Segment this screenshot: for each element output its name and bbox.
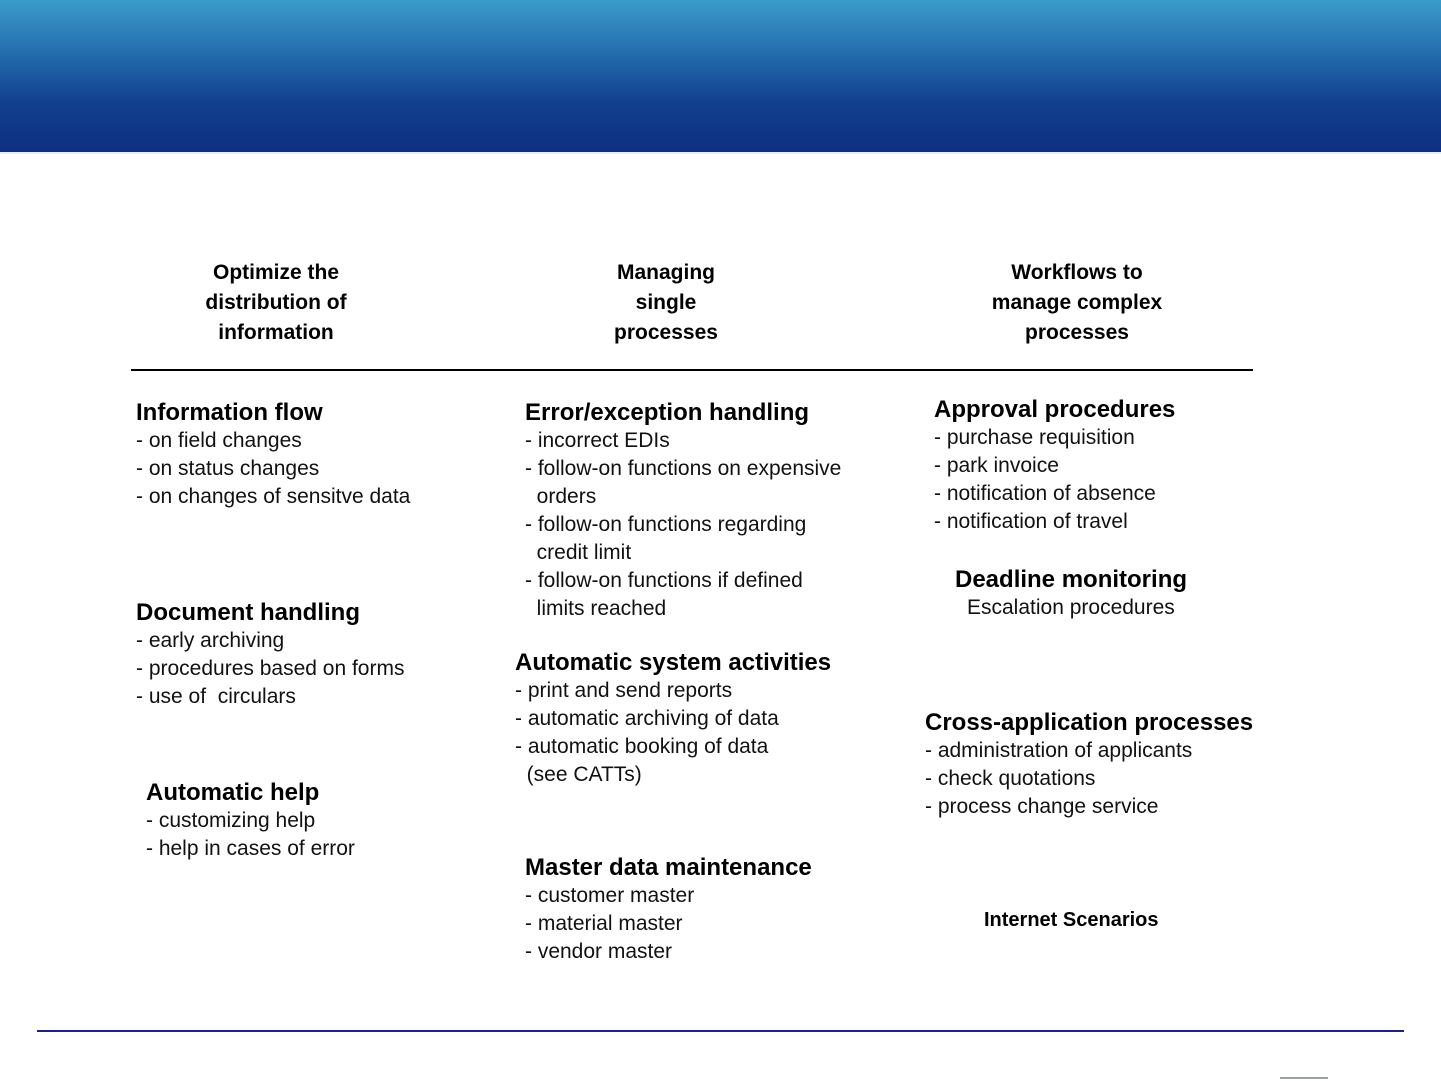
list-item: - automatic booking of data bbox=[515, 735, 769, 758]
section-approval-procedures bbox=[934, 395, 1175, 536]
section-title: Deadline monitoring bbox=[955, 566, 1188, 593]
list-item: - help in cases of error bbox=[146, 837, 355, 860]
banner-edge bbox=[0, 152, 1441, 154]
list-item: - on changes of sensitve data bbox=[136, 485, 411, 508]
list-item: - purchase requisition bbox=[934, 426, 1135, 449]
list-item: - administration of applicants bbox=[925, 739, 1193, 762]
section-title: Document handling bbox=[136, 599, 360, 626]
section-title: Automatic system activities bbox=[515, 649, 832, 676]
column-header-single-processes: Managing single processes bbox=[614, 261, 718, 344]
section-title: Master data maintenance bbox=[525, 854, 812, 881]
footer-mark bbox=[1280, 1077, 1328, 1079]
section-automatic-help bbox=[146, 778, 355, 863]
header-banner bbox=[0, 0, 1441, 152]
list-item: - notification of absence bbox=[934, 482, 1156, 505]
column-header-distribution: Optimize the distribution of information bbox=[205, 261, 347, 344]
list-item: Escalation procedures bbox=[967, 596, 1175, 619]
section-error-handling bbox=[525, 398, 841, 623]
list-item: - customer master bbox=[525, 884, 695, 907]
list-item: - use of circulars bbox=[136, 685, 296, 708]
header-divider bbox=[131, 369, 1253, 371]
list-item: - material master bbox=[525, 912, 683, 935]
list-item: (see CATTs) bbox=[515, 763, 642, 786]
list-item: - park invoice bbox=[934, 454, 1059, 477]
section-title: Information flow bbox=[136, 399, 323, 426]
list-item: - early archiving bbox=[136, 629, 285, 652]
section-title: Automatic help bbox=[146, 779, 320, 806]
section-cross-application-processes bbox=[925, 708, 1253, 821]
list-item: - process change service bbox=[925, 795, 1159, 818]
section-title: Error/exception handling bbox=[525, 399, 810, 426]
list-item: - notification of travel bbox=[934, 510, 1128, 533]
list-item: - on field changes bbox=[136, 429, 302, 452]
section-document-handling bbox=[136, 598, 404, 711]
section-deadline-monitoring bbox=[955, 565, 1187, 622]
list-item: - print and send reports bbox=[515, 679, 733, 702]
list-item: - follow-on functions regarding bbox=[525, 513, 807, 536]
list-item: credit limit bbox=[525, 541, 632, 564]
list-item: orders bbox=[525, 485, 597, 508]
list-item: limits reached bbox=[525, 597, 667, 620]
list-item: - procedures based on forms bbox=[136, 657, 405, 680]
section-automatic-system-activities bbox=[515, 648, 831, 789]
list-item: - customizing help bbox=[146, 809, 316, 832]
column-header-complex-processes: Workflows to manage complex processes bbox=[991, 261, 1163, 344]
list-item: - check quotations bbox=[925, 767, 1096, 790]
list-item: - follow-on functions if defined bbox=[525, 569, 803, 592]
section-master-data-maintenance bbox=[525, 853, 812, 966]
section-title: Approval procedures bbox=[934, 396, 1176, 423]
list-item: - automatic archiving of data bbox=[515, 707, 779, 730]
section-information-flow bbox=[136, 398, 410, 511]
section-title: Cross-application processes bbox=[925, 709, 1254, 736]
list-item: - on status changes bbox=[136, 457, 320, 480]
footer-divider bbox=[37, 1030, 1404, 1032]
list-item: - vendor master bbox=[525, 940, 673, 963]
list-item: - incorrect EDIs bbox=[525, 429, 670, 452]
internet-scenarios-label: Internet Scenarios bbox=[984, 909, 1159, 931]
list-item: - follow-on functions on expensive bbox=[525, 457, 842, 480]
